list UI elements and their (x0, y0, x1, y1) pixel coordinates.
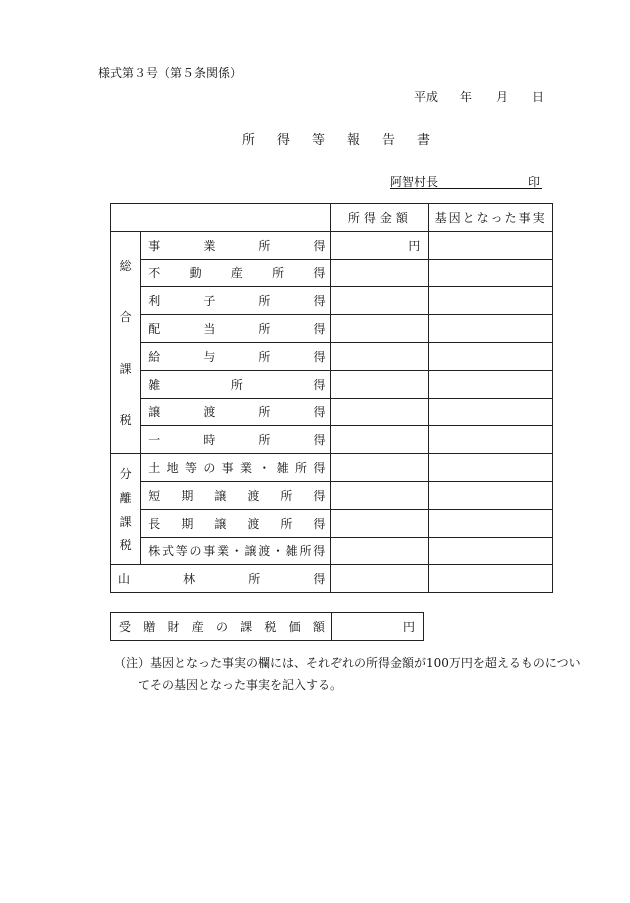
income-type-cell (141, 509, 331, 537)
gift-label-char: 額 (312, 620, 325, 634)
gift-label-char: 贈 (143, 620, 156, 634)
label-char: 事 (221, 461, 234, 476)
date-era: 平成 (414, 90, 439, 104)
date-year: 年 (460, 90, 473, 104)
form-number: 様式第３号（第５条関係） (98, 66, 243, 80)
fact-field[interactable] (429, 342, 553, 370)
label-char: 所 (295, 461, 308, 476)
amount-field[interactable] (331, 398, 429, 426)
label-char: 不 (148, 266, 161, 281)
amount-field[interactable] (331, 342, 429, 370)
amount-field[interactable] (331, 315, 429, 343)
income-type-label (141, 237, 330, 254)
label-char: 事 (148, 238, 161, 253)
income-type-label (141, 292, 330, 309)
label-char: 得 (313, 266, 326, 281)
label-char: ・ (272, 544, 285, 559)
header-row (111, 204, 553, 232)
fact-field[interactable] (429, 537, 553, 565)
income-row (111, 537, 553, 565)
income-type-label (141, 487, 330, 504)
income-row (111, 315, 553, 343)
label-char: 渡 (203, 405, 216, 420)
amount-field[interactable] (331, 509, 429, 537)
income-type-label (141, 431, 330, 448)
amount-field[interactable] (331, 537, 429, 565)
income-type-label (141, 264, 330, 281)
fact-field[interactable] (429, 287, 553, 315)
fact-field[interactable] (429, 509, 553, 537)
label-char: 林 (183, 572, 196, 587)
label-char: 子 (203, 294, 216, 309)
income-row (111, 398, 553, 426)
label-char: 所 (258, 405, 271, 420)
income-row (111, 426, 553, 454)
gift-label (111, 618, 331, 635)
forest-income-label (111, 570, 330, 587)
income-row (111, 342, 553, 370)
label-char: 期 (181, 516, 194, 531)
label-char: 所 (258, 294, 271, 309)
addressee-line (390, 173, 542, 189)
label-char: 得 (313, 544, 326, 559)
label-char: 得 (313, 322, 326, 337)
forest-income-cell (111, 565, 331, 593)
label-char: 給 (148, 349, 161, 364)
label-char: 動 (189, 266, 202, 281)
label-char: 渡 (258, 544, 271, 559)
income-type-cell (141, 259, 331, 287)
label-char: 配 (148, 322, 161, 337)
income-table (110, 203, 553, 593)
amount-field[interactable] (331, 370, 429, 398)
category-char: 税 (119, 538, 132, 553)
label-char: 得 (313, 572, 326, 587)
label-char: 得 (313, 461, 326, 476)
income-type-cell (141, 481, 331, 509)
label-char: 譲 (214, 516, 227, 531)
label-char: 得 (313, 349, 326, 364)
income-type-cell (141, 537, 331, 565)
label-char: 地 (166, 461, 179, 476)
seal-mark: 印 (527, 175, 540, 189)
date-line (414, 88, 544, 105)
label-char: 得 (313, 516, 326, 531)
label-char: 山 (118, 572, 131, 587)
income-type-label (141, 348, 330, 365)
fact-field[interactable] (429, 426, 553, 454)
label-char: 雑 (285, 544, 298, 559)
label-char: 雑 (276, 461, 289, 476)
income-type-cell (141, 342, 331, 370)
income-row (111, 509, 553, 537)
fact-field[interactable] (429, 398, 553, 426)
label-char: 譲 (214, 488, 227, 503)
label-char: の (203, 461, 216, 476)
gift-row (111, 613, 424, 641)
amount-field[interactable] (331, 287, 429, 315)
label-char: 所 (248, 572, 261, 587)
label-char: 所 (258, 238, 271, 253)
footnote-line-1: （注）基因となった事実の欄には、それぞれの所得金額が100万円を超えるものについ (114, 656, 581, 670)
category-char: 総 (119, 258, 132, 273)
label-char: 短 (148, 488, 161, 503)
income-type-cell (141, 426, 331, 454)
income-type-label (141, 376, 330, 393)
income-row (111, 454, 553, 482)
amount-field[interactable] (331, 481, 429, 509)
footnote (114, 652, 581, 696)
income-row (111, 481, 553, 509)
income-type-cell (141, 315, 331, 343)
label-char: 式 (162, 544, 175, 559)
fact-field[interactable] (429, 259, 553, 287)
income-type-cell (141, 287, 331, 315)
category-char: 分 (119, 467, 132, 482)
forest-income-row (111, 565, 553, 593)
amount-field[interactable] (331, 454, 429, 482)
label-char: 株 (148, 544, 161, 559)
gift-value-table (110, 612, 424, 641)
label-char: 得 (313, 405, 326, 420)
income-type-label (141, 542, 330, 559)
label-char: 得 (313, 433, 326, 448)
gift-amount-field[interactable]: 円 (332, 613, 424, 641)
gift-label-char: 産 (191, 620, 204, 634)
income-row (111, 259, 553, 287)
category-cell (111, 454, 141, 565)
label-char: 等 (175, 544, 188, 559)
fact-header: 基因となった事実 (429, 204, 553, 232)
label-char: ・ (258, 461, 271, 476)
income-row (111, 231, 553, 259)
footnote-line-2: てその基因となった事実を記入する。 (138, 678, 343, 692)
label-char: 当 (203, 322, 216, 337)
date-day: 日 (532, 90, 545, 104)
label-char: 得 (313, 238, 326, 253)
income-type-label (141, 320, 330, 337)
label-char: 得 (313, 488, 326, 503)
amount-field[interactable]: 円 (331, 231, 429, 259)
gift-label-char: の (215, 620, 228, 634)
amount-field[interactable] (331, 565, 429, 593)
label-char: の (189, 544, 202, 559)
label-char: 渡 (247, 488, 260, 503)
income-type-label (141, 403, 330, 420)
addressee-name: 阿智村長 (390, 175, 439, 189)
category-char: 税 (119, 413, 132, 428)
gift-label-char: 価 (288, 620, 301, 634)
label-char: 業 (240, 461, 253, 476)
income-type-label (141, 459, 330, 476)
income-type-cell (141, 231, 331, 259)
header-blank-cell (111, 204, 331, 232)
label-char: 長 (148, 516, 161, 531)
label-char: 業 (203, 238, 216, 253)
fact-field[interactable] (429, 454, 553, 482)
category-cell (111, 231, 141, 453)
document-title: 所得等報告書 (242, 133, 453, 148)
income-row (111, 287, 553, 315)
fact-field[interactable] (429, 481, 553, 509)
label-char: 与 (203, 349, 216, 364)
label-char: 所 (258, 349, 271, 364)
label-char: 所 (280, 516, 293, 531)
label-char: 譲 (244, 544, 257, 559)
gift-label-char: 税 (264, 620, 277, 634)
label-char: 所 (258, 433, 271, 448)
category-label (111, 239, 140, 445)
label-char: 一 (148, 433, 161, 448)
label-char: 譲 (148, 405, 161, 420)
date-month: 月 (496, 90, 509, 104)
label-char: 等 (184, 461, 197, 476)
label-char: 業 (217, 544, 230, 559)
fact-field[interactable] (429, 565, 553, 593)
income-row (111, 370, 553, 398)
label-char: 所 (280, 488, 293, 503)
amount-field[interactable] (331, 426, 429, 454)
category-char: 離 (119, 490, 132, 505)
gift-label-cell (111, 613, 332, 641)
label-char: 時 (203, 433, 216, 448)
label-char: 土 (148, 461, 161, 476)
label-char: 得 (313, 377, 326, 392)
label-char: 得 (313, 294, 326, 309)
label-char: 所 (299, 544, 312, 559)
label-char: ・ (230, 544, 243, 559)
income-type-label (141, 515, 330, 532)
category-char: 課 (119, 514, 132, 529)
label-char: 事 (203, 544, 216, 559)
income-type-cell (141, 370, 331, 398)
label-char: 渡 (247, 516, 260, 531)
label-char: 雑 (148, 377, 161, 392)
label-char: 所 (272, 266, 285, 281)
category-char: 合 (119, 310, 132, 325)
fact-field[interactable] (429, 231, 553, 259)
label-char: 期 (181, 488, 194, 503)
gift-label-char: 財 (167, 620, 180, 634)
income-type-cell (141, 398, 331, 426)
category-label (111, 462, 140, 557)
amount-field[interactable] (331, 259, 429, 287)
fact-field[interactable] (429, 370, 553, 398)
label-char: 所 (230, 377, 243, 392)
label-char: 産 (230, 266, 243, 281)
income-type-cell (141, 454, 331, 482)
fact-field[interactable] (429, 315, 553, 343)
label-char: 利 (148, 294, 161, 309)
gift-label-char: 受 (119, 620, 132, 634)
gift-label-char: 課 (240, 620, 253, 634)
category-char: 課 (119, 361, 132, 376)
amount-header: 所得金額 (331, 204, 429, 232)
label-char: 所 (258, 322, 271, 337)
